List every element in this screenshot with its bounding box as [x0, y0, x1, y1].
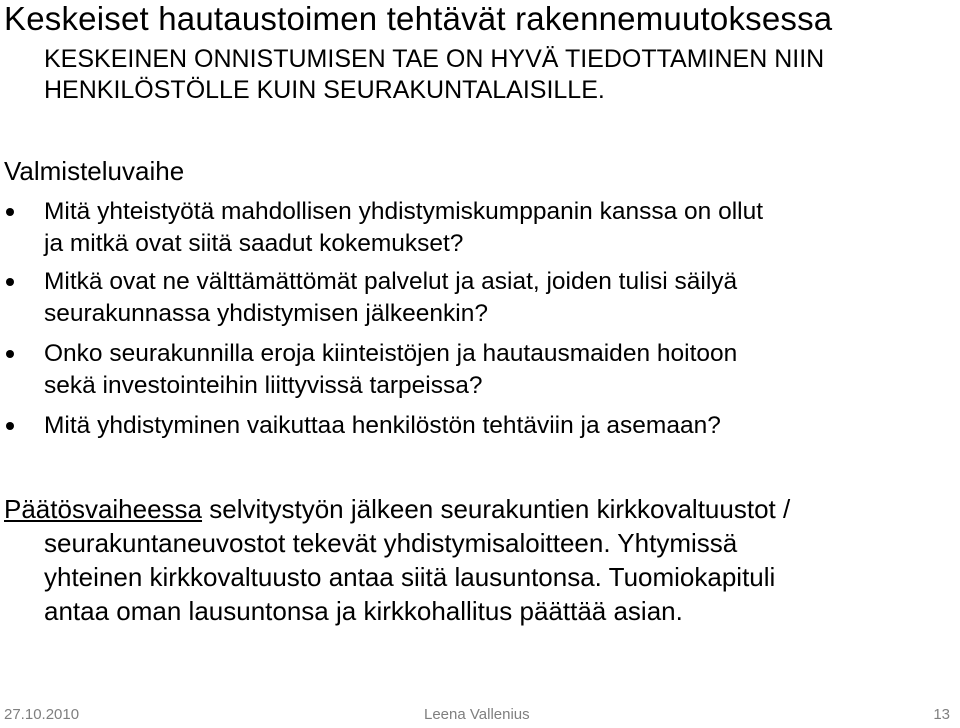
- bullet-line: Mitä yhdistyminen vaikuttaa henkilöstön tehtäviin ja asemaan?: [44, 412, 721, 439]
- footer-date: 27.10.2010: [4, 706, 80, 723]
- decision-text: selvitystyön jälkeen seurakuntien kirkkovaltuustot /: [202, 494, 791, 524]
- bullet-line: ja mitkä ovat siitä saadut kokemukset?: [44, 230, 464, 257]
- decision-term: Päätösvaiheessa: [4, 494, 203, 524]
- bullet-dot-icon: [6, 422, 14, 430]
- decision-line: yhteinen kirkkovaltuusto antaa siitä lausuntonsa. Tuomiokapituli: [44, 562, 776, 592]
- bullet-dot-icon: [6, 278, 14, 286]
- bullet-text: [44, 196, 944, 260]
- bullet-text: [44, 338, 944, 402]
- slide-title: Keskeiset hautaustoimen tehtävät rakennemuutoksessa: [4, 0, 833, 37]
- bullet-text: [44, 266, 944, 330]
- page-number: 13: [933, 706, 950, 723]
- decision-paragraph: [4, 492, 934, 628]
- bullet-line: sekä investointeihin liittyvissä tarpeissa?: [44, 372, 483, 399]
- subtitle-line: KESKEINEN ONNISTUMISEN TAE ON HYVÄ TIEDOTTAMINEN NIIN: [44, 45, 825, 73]
- section-heading: Valmisteluvaihe: [4, 156, 185, 186]
- decision-line: seurakuntaneuvostot tekevät yhdistymisaloitteen. Yhtymissä: [44, 528, 738, 558]
- decision-line: antaa oman lausuntonsa ja kirkkohallitus päättää asian.: [44, 596, 683, 626]
- bullet-dot-icon: [6, 350, 14, 358]
- bullet-line: Mitä yhteistyötä mahdollisen yhdistymiskumppanin kanssa on ollut: [44, 198, 764, 225]
- bullet-line: seurakunnassa yhdistymisen jälkeenkin?: [44, 300, 488, 327]
- bullet-dot-icon: [6, 208, 14, 216]
- bullet-line: Onko seurakunnilla eroja kiinteistöjen ja hautausmaiden hoitoon: [44, 340, 738, 367]
- bullet-line: Mitkä ovat ne välttämättömät palvelut ja asiat, joiden tulisi säilyä: [44, 268, 738, 295]
- subtitle: [44, 44, 944, 106]
- subtitle-line: HENKILÖSTÖLLE KUIN SEURAKUNTALAISILLE.: [44, 76, 605, 104]
- decision-line: [4, 492, 934, 526]
- footer-author: Leena Vallenius: [424, 706, 530, 723]
- bullet-text: [44, 410, 944, 442]
